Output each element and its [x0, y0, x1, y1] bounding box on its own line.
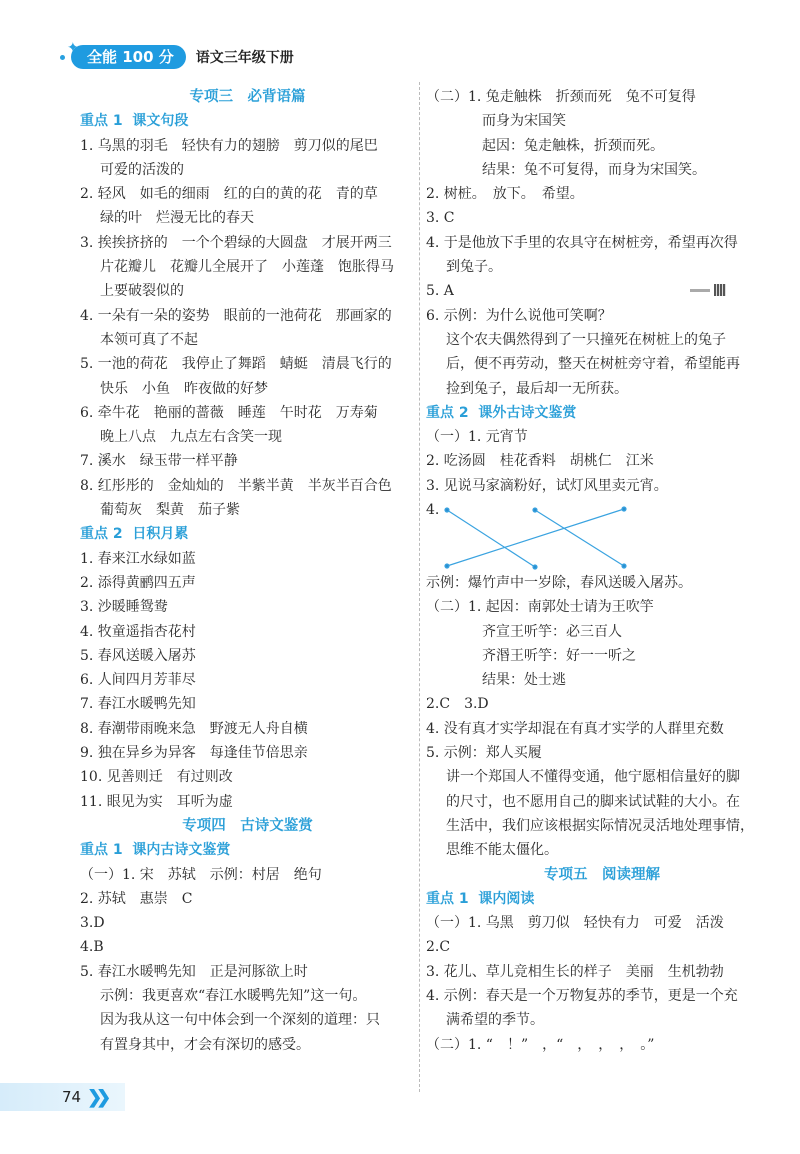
answer-line: 示例：我更喜欢“春江水暖鸭先知”这一句。 — [100, 987, 367, 1004]
matching-lines-diagram — [426, 498, 778, 571]
answer-line: 10. 见善则迁 有过则改 — [80, 769, 233, 786]
matching-label: 4. — [426, 502, 440, 519]
answer-line: 2. 吃汤圆 桂花香料 胡桃仁 江米 — [426, 453, 654, 470]
answer-line: 5. 示例：郑人买履 — [426, 745, 542, 762]
answer-line: 2. 轻风 如毛的细雨 红的白的黄的花 青的草 — [80, 186, 378, 203]
match-dot — [533, 565, 537, 569]
answer-line: 上要破裂似的 — [100, 283, 184, 300]
series-badge-text: 全能 100 分 — [87, 48, 174, 66]
match-dot — [622, 507, 626, 511]
answer-line: 4. 牧童遥指杏花村 — [80, 623, 196, 640]
qr-caption — [690, 289, 710, 292]
page-header — [60, 40, 294, 70]
answer-line: 4.B — [80, 939, 104, 956]
answer-line: 3. 挨挨挤挤的 一个个碧绿的大圆盘 才展开两三 — [80, 234, 392, 251]
answer-line: 6. 示例：为什么说他可笑啊？ — [426, 307, 612, 324]
answer-line: 齐湣王听竽：好一一听之 — [482, 647, 636, 664]
answer-line: 2. 苏轼 惠崇 C — [80, 890, 193, 907]
match-line-3 — [447, 509, 624, 566]
answer-line: 生活中，我们应该根据实际情况灵活地处理事情， — [446, 817, 754, 834]
answer-line: 2.C 3.D — [426, 696, 489, 713]
answer-line: （一）1. 元宵节 — [426, 429, 528, 446]
section-title: 专项三 必背语篇 — [189, 89, 306, 105]
answer-line: 2.C — [426, 939, 451, 956]
subsection-heading: 重点 1 课内古诗文鉴赏 — [80, 842, 231, 859]
page-number: 74 — [62, 1088, 82, 1106]
answer-line: 这个农夫偶然得到了一只撞死在树桩上的兔子 — [446, 331, 726, 348]
answer-line: 6. 牵牛花 艳丽的蔷薇 睡莲 午时花 万寿菊 — [80, 404, 378, 421]
answer-line: 晚上八点 九点左右含笑一现 — [100, 429, 282, 446]
section-title: 专项四 古诗文鉴赏 — [182, 817, 313, 834]
answer-line: 起因：兔走触株，折颈而死。 — [482, 137, 664, 154]
answer-line: 片花瓣儿 花瓣儿全展开了 小莲蓬 饱胀得马 — [100, 259, 394, 276]
answer-line: 后，便不再劳动，整天在树桩旁守着，希望能再 — [446, 356, 740, 373]
answer-line: 4. 没有真才实学却混在有真才实学的人群里充数 — [426, 720, 724, 737]
answer-line: 葡萄灰 梨黄 茄子紫 — [100, 502, 240, 519]
column-divider — [419, 82, 420, 1092]
answer-line: 3.D — [80, 915, 105, 932]
answer-line: 快乐 小鱼 昨夜做的好梦 — [100, 380, 268, 397]
answer-line: 5. 一池的荷花 我停止了舞蹈 蜻蜓 清晨飞行的 — [80, 356, 392, 373]
qr-code-icon[interactable] — [714, 284, 726, 296]
answer-line: 4. 于是他放下手里的农具守在树桩旁，希望再次得 — [426, 234, 738, 251]
answer-line: （二）1. “ ！” ，“ ， ， ， 。” — [426, 1036, 655, 1053]
subsection-heading: 重点 1 课内阅读 — [426, 890, 535, 907]
subsection-heading: 重点 1 课文句段 — [80, 113, 189, 130]
subsection-heading: 重点 2 日积月累 — [80, 526, 189, 543]
match-dot — [445, 508, 449, 512]
answer-line: 的尺寸，也不愿用自己的脚来试试鞋的大小。在 — [446, 793, 740, 810]
answer-line: 4. 一朵有一朵的姿势 眼前的一池荷花 那画家的 — [80, 307, 392, 324]
answer-line: 6. 人间四月芳菲尽 — [80, 672, 196, 689]
answer-line: （二）1. 起因：南郭处士请为王吹竽 — [426, 599, 654, 616]
answer-line: 1. 春来江水绿如蓝 — [80, 550, 196, 567]
match-line-2 — [535, 510, 624, 566]
answer-line: 11. 眼见为实 耳听为虚 — [80, 793, 233, 810]
answer-line: 1. 乌黑的羽毛 轻快有力的翅膀 剪刀似的尾巴 — [80, 137, 378, 154]
answer-line: 5. 春风送暖入屠苏 — [80, 647, 196, 664]
answer-line: （一）1. 乌黑 剪刀似 轻快有力 可爱 活泼 — [426, 915, 724, 932]
star-icon: ✦ — [67, 40, 79, 56]
match-dot — [533, 508, 537, 512]
answer-line: 2. 添得黄鹂四五声 — [80, 574, 196, 591]
chevron-right-icon: ❯❯ — [87, 1086, 106, 1108]
subsection-heading: 重点 2 课外古诗文鉴赏 — [426, 404, 577, 421]
match-line-1 — [447, 510, 535, 567]
answer-line: 8. 红彤彤的 金灿灿的 半紫半黄 半灰半百合色 — [80, 477, 392, 494]
book-title: 语文三年级下册 — [195, 50, 294, 66]
answer-line: 思维不能太僵化。 — [446, 842, 558, 859]
answer-line: 5. A — [426, 283, 454, 300]
match-dot — [445, 564, 449, 568]
answer-line: 绿的叶 烂漫无比的春天 — [100, 210, 254, 227]
answer-line: 3. 见说马家滴粉好，试灯风里卖元宵。 — [426, 477, 668, 494]
answer-line: （二）1. 兔走触株 折颈而死 兔不可复得 — [426, 89, 696, 105]
right-column — [426, 85, 778, 1057]
answer-line: 捡到兔子，最后却一无所获。 — [446, 380, 628, 397]
answer-line: 本领可真了不起 — [100, 331, 198, 348]
answer-line: （一）1. 宋 苏轼 示例：村居 绝句 — [80, 866, 322, 883]
answer-line: 4. 示例：春天是一个万物复苏的季节，更是一个充 — [426, 987, 738, 1004]
answer-line: 因为我从这一句中体会到一个深刻的道理：只 — [100, 1012, 380, 1029]
answer-line: 有置身其中，才会有深切的感受。 — [100, 1036, 310, 1053]
answer-line: 7. 春江水暖鸭先知 — [80, 696, 196, 713]
answer-line: 可爱的活泼的 — [100, 161, 184, 178]
answer-line: 讲一个郑国人不懂得变通，他宁愿相信量好的脚 — [446, 769, 740, 786]
answer-line: 结果：兔不可复得，而身为宋国笑。 — [482, 161, 706, 178]
answer-line: 7. 溪水 绿玉带一样平静 — [80, 453, 238, 470]
answer-line: 到兔子。 — [446, 259, 502, 276]
answer-line: 3. C — [426, 210, 455, 227]
answer-line: 9. 独在异乡为异客 每逢佳节倍思亲 — [80, 745, 308, 762]
series-badge — [67, 40, 186, 69]
answer-line: 示例：爆竹声中一岁除，春风送暖入屠苏。 — [426, 574, 692, 591]
match-dot — [622, 564, 626, 568]
answer-line: 满希望的季节。 — [446, 1012, 544, 1029]
answer-line: 结果：处士逃 — [482, 672, 566, 689]
left-column — [80, 85, 415, 1057]
bullet-dot-icon — [60, 55, 65, 60]
answer-line: 3. 沙暖睡鸳鸯 — [80, 599, 168, 616]
section-title: 专项五 阅读理解 — [544, 866, 660, 883]
answer-line: 8. 春潮带雨晚来急 野渡无人舟自横 — [80, 720, 308, 737]
answer-line: 齐宣王听竽：必三百人 — [482, 623, 622, 640]
matching-answer — [426, 498, 778, 571]
answer-line: 2. 树桩。 放下。 希望。 — [426, 186, 584, 203]
answer-line: 5. 春江水暖鸭先知 正是河豚欲上时 — [80, 963, 308, 980]
page-footer — [0, 1083, 125, 1111]
answer-line: 而身为宋国笑 — [482, 113, 566, 130]
answer-line: 3. 花儿、草儿竞相生长的样子 美丽 生机勃勃 — [426, 963, 724, 980]
